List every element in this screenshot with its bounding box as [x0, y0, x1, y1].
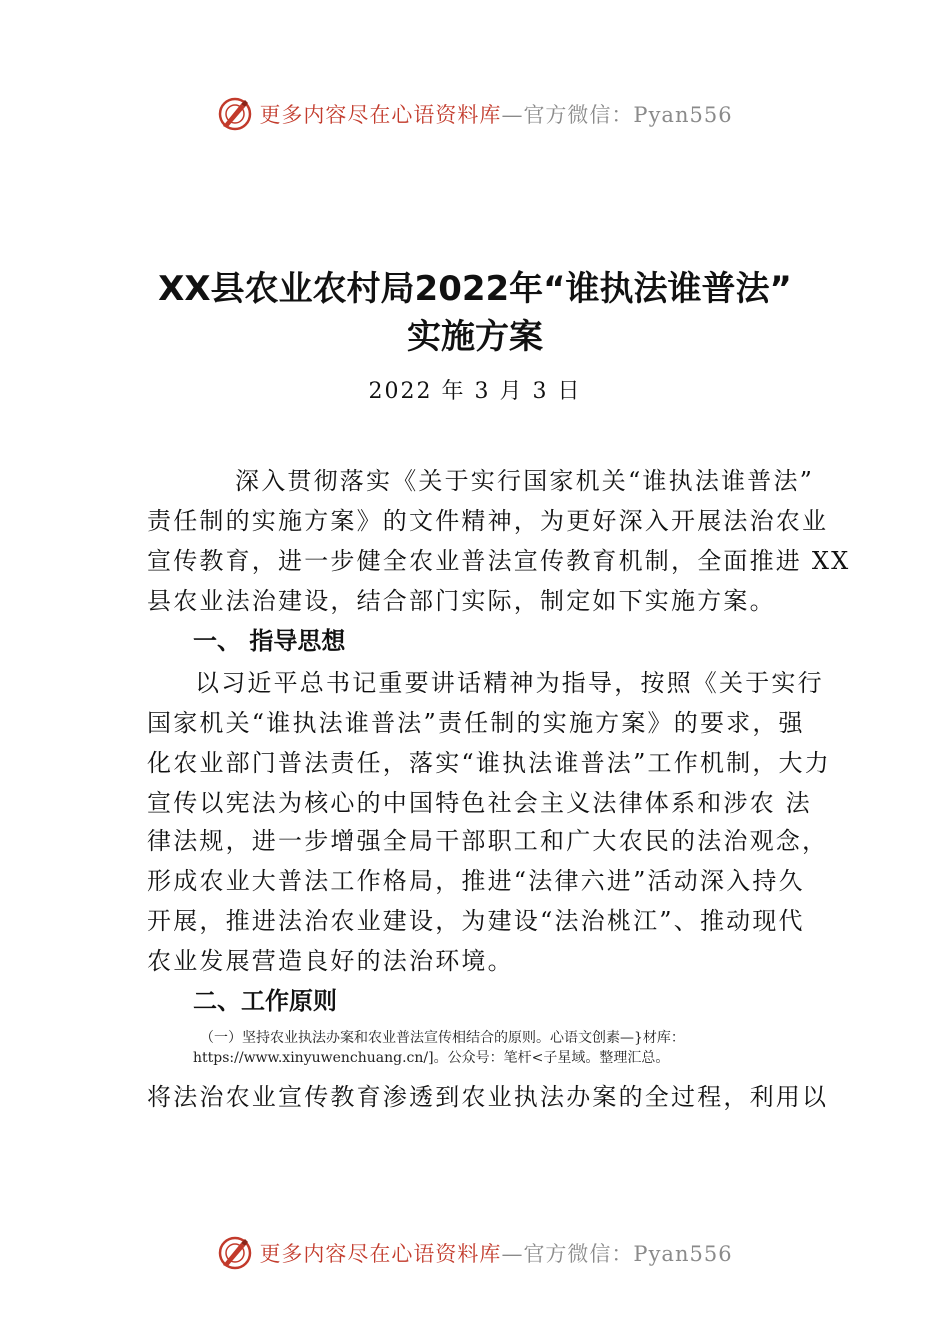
section1-line: 宣传以宪法为核心的中国特色社会主义法律体系和涉农 法: [147, 789, 812, 817]
section-heading-guiding-ideology: 一、 指导思想: [193, 627, 346, 655]
banner-wechat: —官方微信：Pyan556: [501, 103, 733, 127]
banner-wechat: —官方微信：Pyan556: [501, 1242, 733, 1266]
section1-line: 律法规，进一步增强全局干部职工和广大农民的法治观念，: [147, 827, 829, 855]
pen-circle-logo-icon: [217, 1235, 253, 1271]
section1-line: 农业发展营造良好的法治环境。: [147, 947, 514, 975]
intro-line: 深入贯彻落实《关于实行国家机关“谁执法谁普法”: [235, 467, 815, 495]
banner-text: 更多内容尽在心语资料库: [259, 103, 502, 127]
section1-line: 以习近平总书记重要讲话精神为指导，按照《关于实行: [195, 669, 824, 697]
principle-one-note: https://www.xinyuwenchuang.cn/]。公众号：笔杆<子星域。整理汇总。: [193, 1050, 670, 1066]
pen-circle-logo-icon: [217, 96, 253, 132]
document-title-line1: XX县农业农村局2022年“谁执法谁普法”: [158, 269, 792, 309]
section1-line: 形成农业大普法工作格局，推进“法律六进”活动深入持久: [147, 867, 805, 895]
principle-one-note: （一）坚持农业执法办案和农业普法宣传相结合的原则。心语文创素—}材库：: [200, 1030, 685, 1046]
section1-line: 化农业部门普法责任，落实“谁执法谁普法”工作机制，大力: [147, 749, 831, 777]
document-date: 2022 年 3 月 3 日: [368, 379, 582, 404]
top-banner: [0, 94, 950, 134]
bottom-banner: [0, 1233, 950, 1273]
section1-line: 国家机关“谁执法谁普法”责任制的实施方案》的要求，强: [147, 709, 805, 737]
section2-line: 将法治农业宣传教育渗透到农业执法办案的全过程，利用以: [147, 1083, 829, 1111]
document-title-line2: 实施方案: [407, 317, 543, 357]
section1-line: 开展，推进法治农业建设，为建设“法治桃江”、推动现代: [147, 907, 805, 935]
intro-line: 责任制的实施方案》的文件精神，为更好深入开展法治农业: [147, 507, 829, 535]
section-heading-work-principles: 二、工作原则: [193, 987, 337, 1015]
intro-line: 宣传教育，进一步健全农业普法宣传教育机制，全面推进 XX: [147, 547, 851, 575]
intro-line: 县农业法治建设，结合部门实际，制定如下实施方案。: [147, 587, 776, 615]
banner-text: 更多内容尽在心语资料库: [259, 1242, 502, 1266]
